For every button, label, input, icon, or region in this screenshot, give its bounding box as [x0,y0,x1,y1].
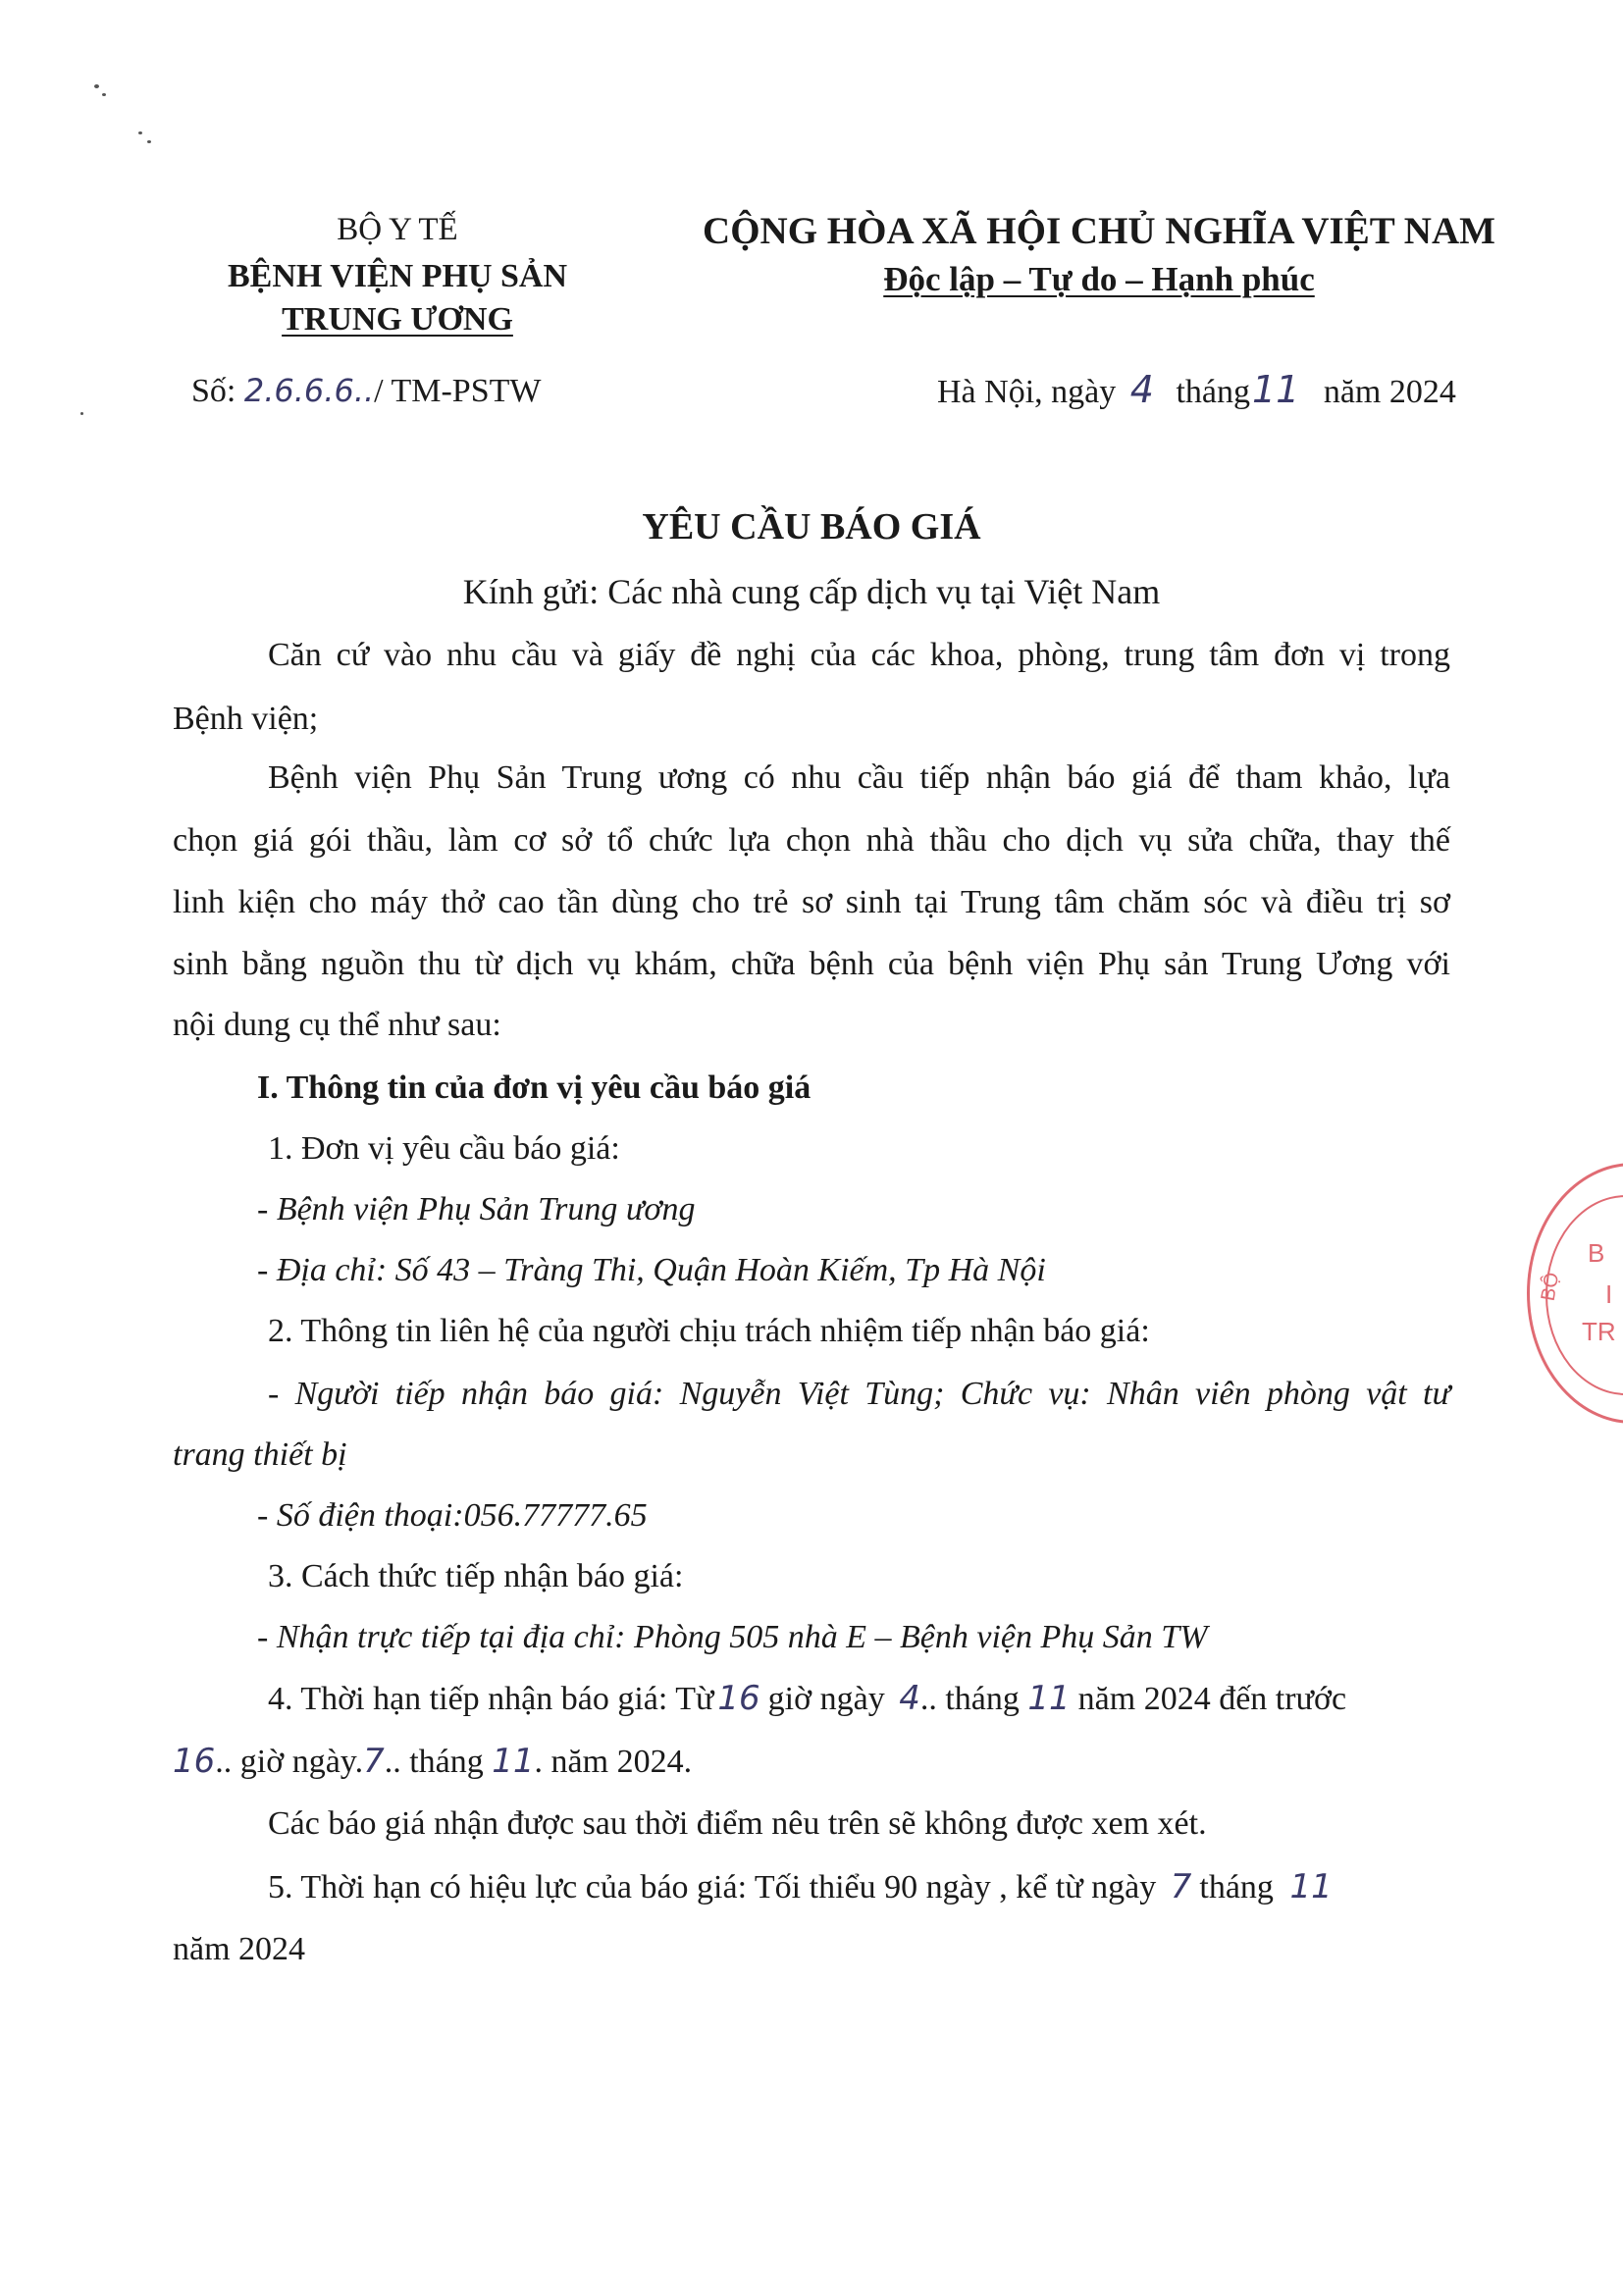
section1-item2-person-line1: - Người tiếp nhận báo giá: Nguyễn Việt Tùng; Chức vụ: Nhân viên phòng vật tư [268,1376,1450,1412]
republic-name: CỘNG HÒA XÃ HỘI CHỦ NGHĨA VIỆT NAM [703,210,1495,252]
para1-line1: Căn cứ vào nhu cầu và giấy đề nghị của các khoa, phòng, trung tâm đơn vị trong [268,637,1450,673]
item5-day-handwritten: 7 [1170,1867,1192,1906]
item5-month-handwritten: 11 [1289,1867,1333,1906]
scan-speck [138,131,142,134]
date-day-handwritten: 4 [1129,368,1154,411]
date-prefix: Hà Nội, ngày [937,374,1117,410]
section1-item1-address: - Địa chỉ: Số 43 – Tràng Thi, Quận Hoàn Kiếm, Tp Hà Nội [257,1252,1046,1288]
section1-item2-person-line2: trang thiết bị [173,1436,347,1473]
scan-speck [94,84,99,88]
stamp-letter: BỘ [1537,1271,1564,1303]
para2-line2: chọn giá gói thầu, làm cơ sở tổ chức lựa chọn nhà thầu cho dịch vụ sửa chữa, thay thế [173,822,1450,859]
item4-day-to-handwritten: 7 [363,1742,385,1781]
para1-line2: Bệnh viện; [173,701,319,737]
para2-line4: sinh bằng nguồn thu từ dịch vụ khám, chữa bệnh của bệnh viện Phụ sản Trung Ương với [173,946,1450,982]
greeting: Kính gửi: Các nhà cung cấp dịch vụ tại Việt Nam [462,572,1161,611]
section1-item3: 3. Cách thức tiếp nhận báo giá: [268,1558,684,1594]
late-quote-note: Các báo giá nhận được sau thời điểm nêu trên sẽ không được xem xét. [268,1805,1207,1842]
scan-speck [80,412,83,415]
date-month-label: tháng [1176,374,1250,410]
section1-item5-line2: năm 2024 [173,1931,306,1967]
document-number-suffix: / TM-PSTW [374,373,542,409]
item4-month-to-handwritten: 11 [492,1742,535,1781]
ministry-name: BỘ Y TẾ [337,212,458,247]
document-number-prefix: Số: [191,373,236,409]
national-motto: Độc lập – Tự do – Hạnh phúc [883,260,1315,298]
date-month-handwritten: 11 [1251,368,1300,411]
section1-item3-method: - Nhận trực tiếp tại địa chỉ: Phòng 505 nhà E – Bệnh viện Phụ Sản TW [257,1619,1208,1655]
scan-speck [147,140,151,143]
item4-text: giờ ngày [767,1681,885,1717]
item4-text: năm 2024 đến trước [1077,1681,1347,1717]
item4-text: .. tháng [919,1681,1020,1717]
document-title: YÊU CẦU BÁO GIÁ [642,506,981,548]
stamp-letter: B [1588,1238,1605,1268]
item5-text: 5. Thời hạn có hiệu lực của báo giá: Tối thiểu 90 ngày , kể từ ngày [268,1869,1157,1905]
date-year: năm 2024 [1323,374,1456,410]
section1-item1: 1. Đơn vị yêu cầu báo giá: [268,1130,620,1167]
item4-hour-to-handwritten: 16 [173,1742,216,1781]
hospital-name-line2: TRUNG ƯƠNG [282,301,513,338]
para2-line1: Bệnh viện Phụ Sản Trung ương có nhu cầu tiếp nhận báo giá để tham khảo, lựa [268,759,1450,796]
document-number-handwritten: 2.6.6.6.. [243,372,375,409]
item4-hour-from-handwritten: 16 [717,1679,760,1718]
issue-date [937,368,1456,411]
hospital-name-line1: BỆNH VIỆN PHỤ SẢN [227,258,568,294]
document-number [191,372,542,409]
header-left [177,214,618,337]
section1-item4-line1 [268,1679,1347,1718]
para2-line5: nội dung cụ thể như sau: [173,1007,501,1043]
stamp-letter: TR [1582,1317,1616,1346]
para2-line3: linh kiện cho máy thở cao tần dùng cho trẻ sơ sinh tại Trung tâm chăm sóc và điều trị sơ [173,884,1450,920]
section1-item5-line1 [268,1867,1333,1906]
stamp-letter: I [1605,1279,1613,1309]
section1-item2-phone: - Số điện thoại:056.77777.65 [257,1497,648,1534]
item4-text: .. tháng [384,1744,484,1780]
item4-day-from-handwritten: 4 [899,1679,920,1718]
item4-month-from-handwritten: 11 [1027,1679,1071,1718]
section1-item1-name: - Bệnh viện Phụ Sản Trung ương [257,1191,696,1227]
item4-text: 4. Thời hạn tiếp nhận báo giá: Từ [268,1681,714,1717]
section1-heading: I. Thông tin của đơn vị yêu cầu báo giá [257,1070,812,1106]
item5-text: tháng [1199,1869,1274,1905]
item4-text: .. giờ ngày. [215,1744,364,1780]
section1-item2: 2. Thông tin liên hệ của người chịu trách nhiệm tiếp nhận báo giá: [268,1313,1150,1349]
header-right [667,212,1531,296]
section1-item4-line2 [173,1742,693,1781]
scan-speck [102,93,106,96]
item4-text: . năm 2024. [534,1744,693,1780]
